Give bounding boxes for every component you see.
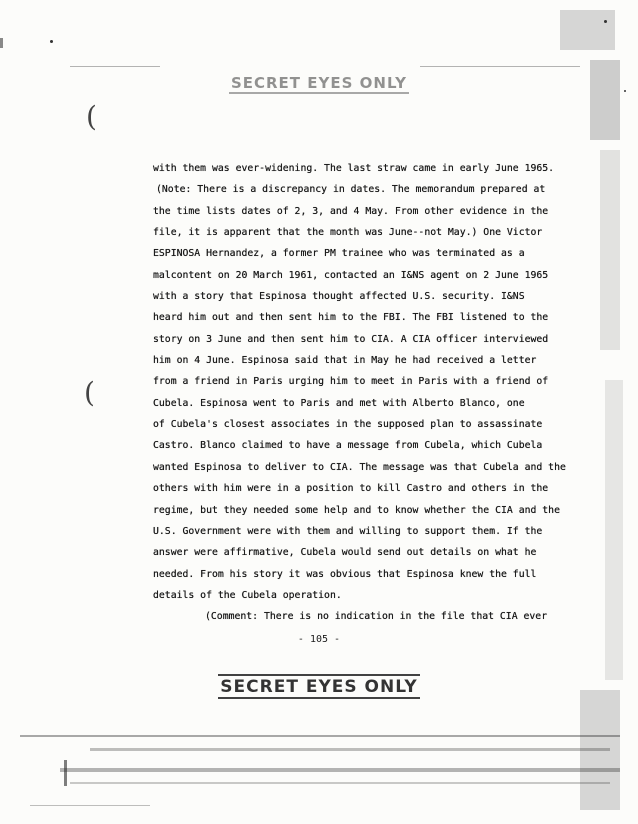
body-line: from a friend in Paris urging him to meet in Paris with a friend of	[153, 376, 549, 388]
body-line: Cubela. Espinosa went to Paris and met with Alberto Blanco, one	[153, 397, 525, 409]
body-line: regime, but they needed some help and to know whether the CIA and the	[153, 504, 560, 516]
margin-bracket-middle: (	[84, 376, 95, 409]
body-line: U.S. Government were with them and willing to support them. If the	[153, 525, 543, 537]
body-line: wanted Espinosa to deliver to CIA. The message was that Cubela and the	[153, 461, 566, 473]
body-line: Castro. Blanco claimed to have a message from Cubela, which Cubela	[153, 440, 543, 452]
comment-line: (Comment: There is no indication in the file that CIA ever	[205, 611, 548, 623]
body-line: heard him out and then sent him to the FBI. The FBI listened to the	[153, 312, 549, 324]
classification-header-text: SECRET EYES ONLY	[230, 74, 408, 92]
classification-footer-text: SECRET EYES ONLY	[218, 674, 419, 699]
margin-bracket-top: (	[86, 100, 97, 133]
body-line: with them was ever-widening. The last straw came in early June 1965.	[153, 163, 555, 174]
classification-footer	[0, 674, 638, 699]
body-line: file, it is apparent that the month was June--not May.) One Victor	[153, 227, 543, 239]
body-line: the time lists dates of 2, 3, and 4 May. From other evidence in the	[153, 205, 549, 217]
body-line: details of the Cubela operation.	[153, 589, 342, 601]
body-line: needed. From his story it was obvious that Espinosa knew the full	[153, 568, 537, 580]
body-line: story on 3 June and then sent him to CIA. A CIA officer interviewed	[153, 333, 549, 345]
body-line: of Cubela's closest associates in the supposed plan to assassinate	[153, 419, 543, 431]
body-line: others with him were in a position to kill Castro and others in the	[153, 483, 549, 495]
page-number: - 105 -	[297, 634, 341, 645]
body-line: with a story that Espinosa thought affected U.S. security. I&NS	[153, 291, 525, 303]
body-line: malcontent on 20 March 1961, contacted an I&NS agent on 2 June 1965	[153, 269, 549, 281]
body-line: ESPINOSA Hernandez, a former PM trainee who was terminated as a	[153, 248, 525, 260]
classification-header	[0, 74, 638, 94]
body-text	[153, 158, 566, 628]
body-line: him on 4 June. Espinosa said that in May he had received a letter	[153, 355, 537, 367]
body-line: answer were affirmative, Cubela would send out details on what he	[153, 547, 537, 559]
body-line: (Note: There is a discrepancy in dates. The memorandum prepared at	[156, 184, 546, 196]
